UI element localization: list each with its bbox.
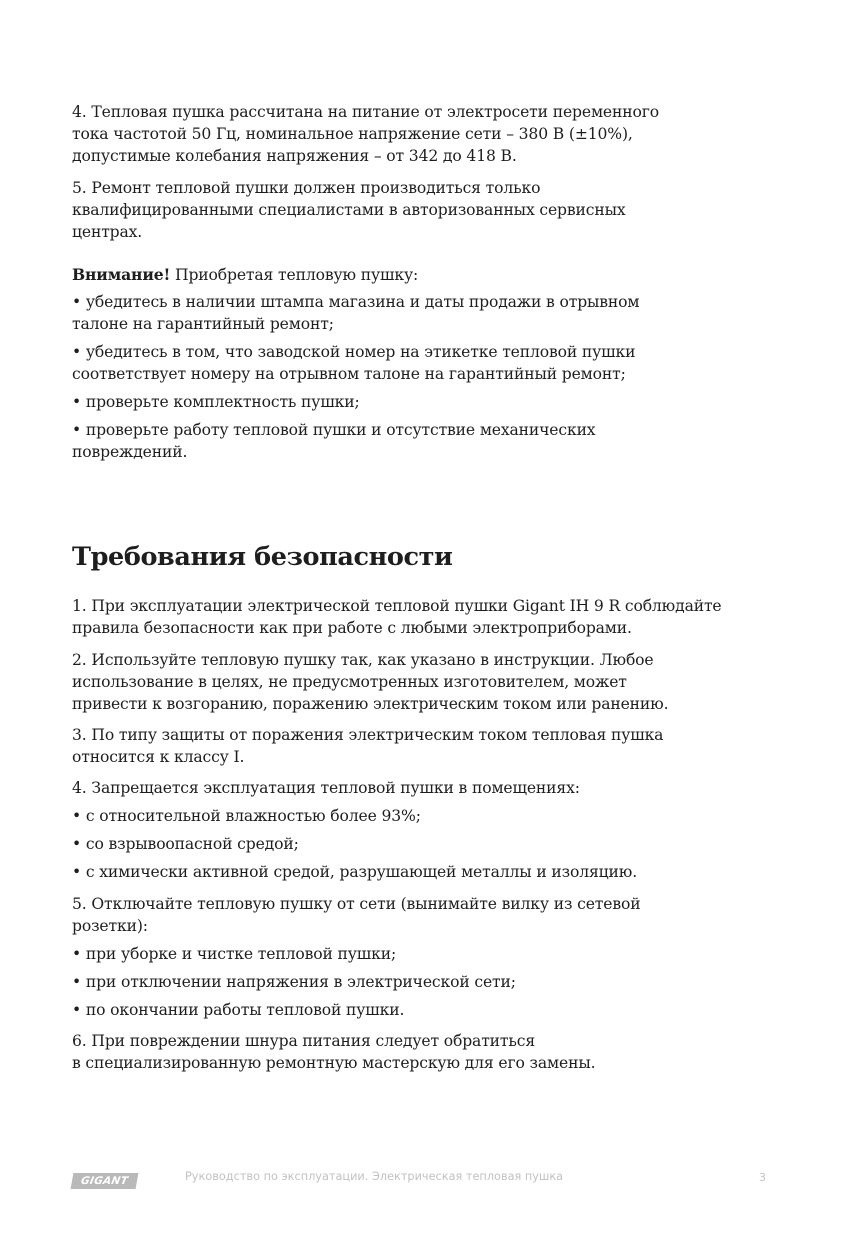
section-title: Требования безопасности	[72, 542, 453, 572]
page-number: 3	[759, 1171, 766, 1184]
attention-bullet-1: • убедитесь в наличии штампа магазина и даты продажи в отрывном талоне на гарантийный ремонт;	[72, 293, 640, 333]
attention-bullet-3: • проверьте комплектность пушки;	[72, 393, 360, 411]
attention-text: Приобретая тепловую пушку:	[170, 266, 419, 284]
safety-bullet-chemical: • с химически активной средой, разрушающей металлы и изоляцию.	[72, 863, 638, 881]
attention-bullet-2: • убедитесь в том, что заводской номер на этикетке тепловой пушки соответствует номеру на отрывном талоне на гарантийный ремонт;	[72, 343, 636, 383]
attention-paragraph	[72, 264, 782, 287]
attention-label: Внимание!	[72, 265, 171, 284]
gigant-logo: GIGANT	[71, 1173, 139, 1189]
safety-paragraph-3: 3. По типу защиты от поражения электрическим током тепловая пушка относится к классу I.	[72, 726, 664, 766]
safety-bullet-humidity: • с относительной влажностью более 93%;	[72, 807, 421, 825]
safety-paragraph-6: 6. При повреждении шнура питания следует обратиться в специализированную ремонтную мастерскую для его замены.	[72, 1032, 596, 1072]
footer-manual-title: Руководство по эксплуатации. Электрическая тепловая пушка	[185, 1170, 564, 1183]
safety-paragraph-2: 2. Используйте тепловую пушку так, как указано в инструкции. Любое использование в целях, не предусмотренных изготовителем, может привести к возгоранию, поражению электрическим током или ранению.	[72, 651, 669, 713]
safety-bullet-cleaning: • при уборке и чистке тепловой пушки;	[72, 945, 397, 963]
safety-paragraph-4: 4. Запрещается эксплуатация тепловой пушки в помещениях:	[72, 779, 580, 797]
safety-bullet-after-work: • по окончании работы тепловой пушки.	[72, 1001, 405, 1019]
safety-bullet-explosive: • со взрывоопасной средой;	[72, 835, 299, 853]
intro-paragraph-4: 4. Тепловая пушка рассчитана на питание от электросети переменного тока частотой 50 Гц, номинальное напряжение сети – 380 В (±10%), допустимые колебания напряжения – от 342 до 418 В.	[72, 103, 659, 165]
safety-paragraph-1: 1. При эксплуатации электрической тепловой пушки Gigant IH 9 R соблюдайте правила безопасности как при работе с любыми электроприборами.	[72, 597, 722, 637]
intro-paragraph-5: 5. Ремонт тепловой пушки должен производиться только квалифицированными специалистами в авторизованных сервисных центрах.	[72, 179, 626, 241]
safety-paragraph-5: 5. Отключайте тепловую пушку от сети (вынимайте вилку из сетевой розетки):	[72, 895, 641, 935]
safety-bullet-power-off: • при отключении напряжения в электрической сети;	[72, 973, 516, 991]
attention-bullet-4: • проверьте работу тепловой пушки и отсутствие механических повреждений.	[72, 421, 596, 461]
